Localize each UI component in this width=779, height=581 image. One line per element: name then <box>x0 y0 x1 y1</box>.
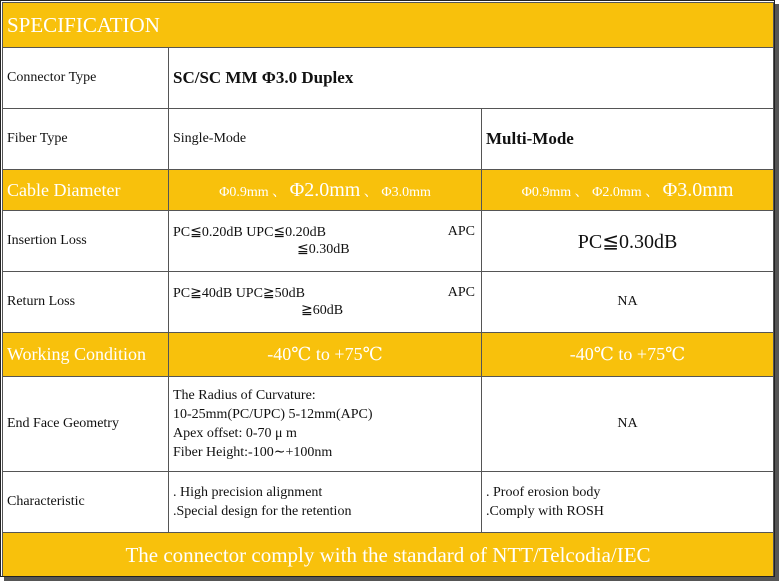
insertion-loss-multi: PC≦0.30dB <box>482 211 774 272</box>
row-working-condition <box>3 333 774 377</box>
header-row <box>3 3 774 48</box>
row-insertion-loss <box>3 211 774 272</box>
return-loss-multi: NA <box>482 272 774 333</box>
char-multi-1: . Proof erosion body <box>486 485 601 500</box>
char-multi-2: .Comply with ROSH <box>486 504 604 519</box>
il-single-line2: ≦0.30dB <box>297 242 350 257</box>
end-face-line-3: Apex offset: 0-70 μ m <box>173 426 297 441</box>
fiber-type-multi: Multi-Mode <box>482 109 774 170</box>
il-single-line1: PC≦0.20dB UPC≦0.20dB <box>173 225 326 240</box>
insertion-loss-single <box>169 211 482 272</box>
characteristic-multi <box>482 472 774 533</box>
insertion-loss-label: Insertion Loss <box>3 211 169 272</box>
working-condition-multi: -40℃ to +75℃ <box>482 333 774 377</box>
rl-single-line1: PC≧40dB UPC≧50dB <box>173 286 305 301</box>
end-face-single <box>169 377 482 472</box>
row-connector-type <box>3 48 774 109</box>
footer-row <box>3 533 774 578</box>
multi-dia-sep1: 、 <box>571 184 593 200</box>
row-fiber-type <box>3 109 774 170</box>
working-condition-single: -40℃ to +75℃ <box>169 333 482 377</box>
row-end-face-geometry <box>3 377 774 472</box>
fiber-type-label: Fiber Type <box>3 109 169 170</box>
char-single-1: . High precision alignment <box>173 485 323 500</box>
specification-table <box>2 2 774 577</box>
return-loss-label: Return Loss <box>3 272 169 333</box>
footer-text: The connector comply with the standard of NTT/Telcodia/IEC <box>3 533 774 578</box>
single-dia-sep1: 、 <box>268 184 290 200</box>
return-loss-single <box>169 272 482 333</box>
rl-single-line2: ≧60dB <box>301 303 344 318</box>
multi-dia-b: Φ2.0mm <box>592 184 642 200</box>
end-face-line-2: 10-25mm(PC/UPC) 5-12mm(APC) <box>173 407 373 422</box>
end-face-multi: NA <box>482 377 774 472</box>
row-characteristic <box>3 472 774 533</box>
working-condition-label: Working Condition <box>3 333 169 377</box>
row-return-loss <box>3 272 774 333</box>
il-single-apc: APC <box>447 224 475 239</box>
row-cable-diameter <box>3 170 774 211</box>
end-face-line-4: Fiber Height:-100∼+100nm <box>173 445 333 460</box>
single-dia-b: Φ2.0mm <box>289 178 361 201</box>
rl-single-apc: APC <box>447 285 475 300</box>
single-dia-c: Φ3.0mm <box>381 184 431 200</box>
multi-dia-c: Φ3.0mm <box>662 178 734 201</box>
connector-type-value: SC/SC MM Φ3.0 Duplex <box>169 48 774 109</box>
multi-dia-a: Φ0.9mm <box>521 184 572 200</box>
cable-diameter-label: Cable Diameter <box>3 170 169 211</box>
end-face-line-1: The Radius of Curvature: <box>173 388 316 403</box>
single-dia-sep2: 、 <box>360 184 382 200</box>
char-single-2: .Special design for the retention <box>173 504 352 519</box>
single-dia-a: Φ0.9mm <box>219 184 269 200</box>
connector-type-label: Connector Type <box>3 48 169 109</box>
multi-dia-sep2: 、 <box>641 184 663 200</box>
characteristic-single <box>169 472 482 533</box>
fiber-type-single: Single-Mode <box>169 109 482 170</box>
characteristic-label: Characteristic <box>3 472 169 533</box>
spec-title: SPECIFICATION <box>3 3 774 48</box>
end-face-label: End Face Geometry <box>3 377 169 472</box>
cable-diameter-single <box>169 170 482 211</box>
cable-diameter-multi <box>482 170 774 211</box>
